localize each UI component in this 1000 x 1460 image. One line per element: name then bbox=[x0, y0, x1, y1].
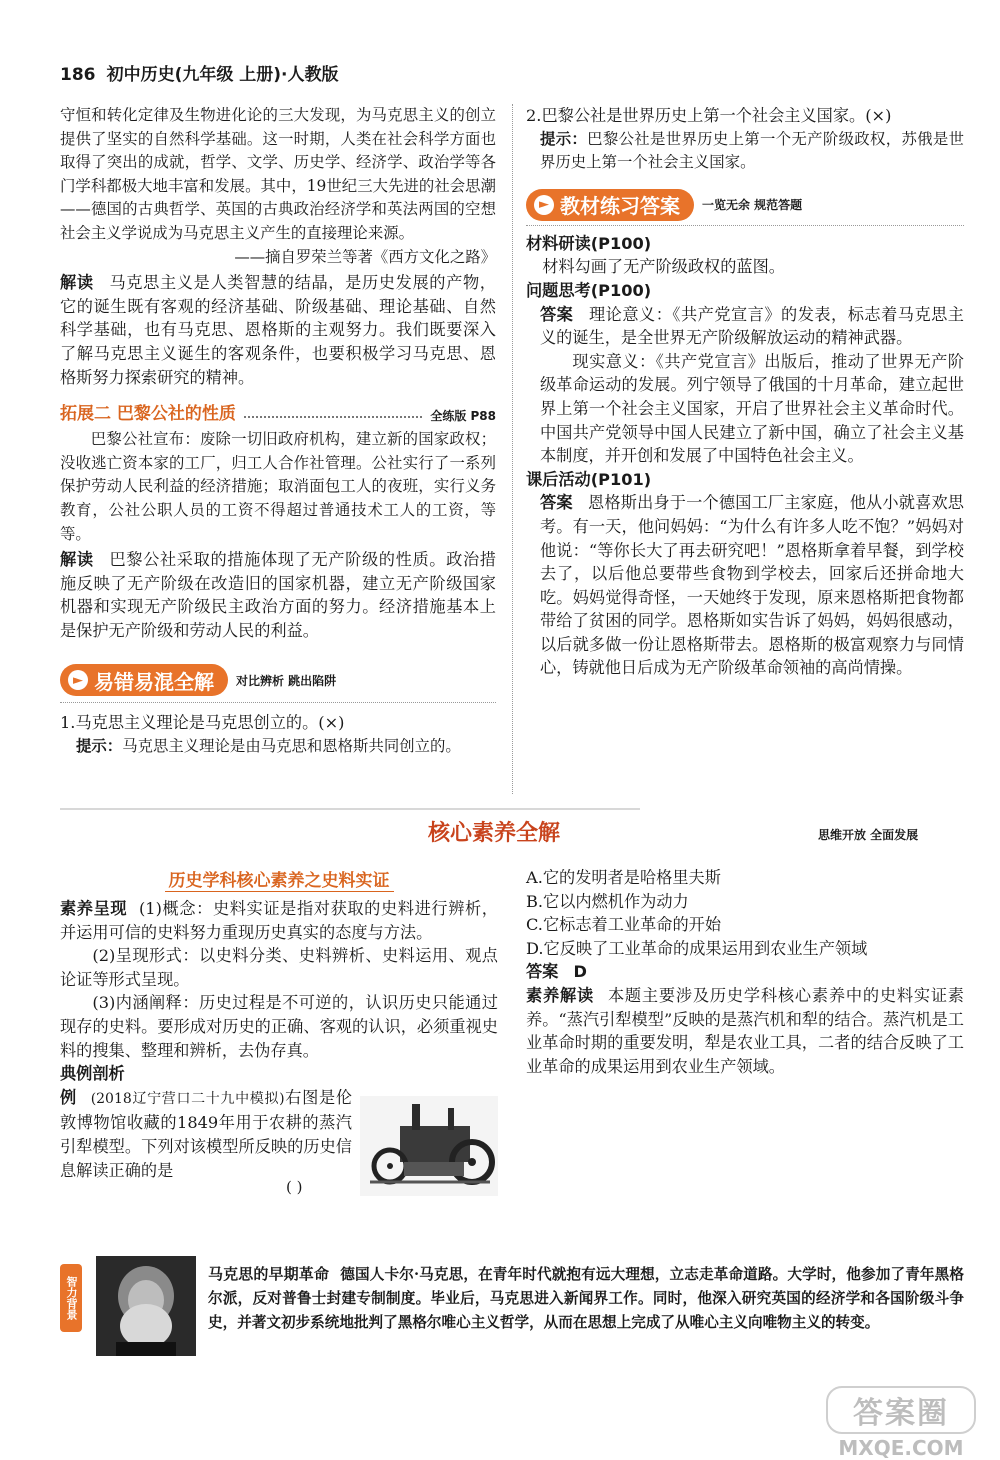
extension-2-text: 巴黎公社宣布：废除一切旧政府机构，建立新的国家政权；没收逃亡资本家的工厂，归工人合作社管理。公社实行了一系列保护劳动人民利益的经济措施；取消面包工人的夜班，实行义务教育，公社公职人员的工资不得超过普通技术工人的工资，等等。 bbox=[60, 430, 496, 543]
core-header-rule bbox=[60, 808, 640, 810]
section-1-title: 材料研读(P100) bbox=[526, 233, 652, 253]
analysis-1 bbox=[60, 271, 496, 389]
section-2-text-2: 现实意义：《共产党宣言》出版后，推动了世界无产阶级革命运动的发展。列宁领导了俄国的十月革命，建立起世界上第一个社会主义国家，开启了世界社会主义革命时代。中国共产党领导中国人民建立了新中国，确立了社会主义基本制度，并开创和发展了中国特色社会主义。 bbox=[540, 351, 964, 466]
footer-paragraph bbox=[208, 1262, 964, 1335]
extension-2-ref: 全练版 P88 bbox=[430, 409, 496, 424]
literacy-p2: (2)呈现形式：以史料分类、史料辨析、史料运用、观点论证等形式呈现。 bbox=[60, 946, 498, 989]
footer-box bbox=[60, 1256, 966, 1358]
footer-side-tag: 智力背景 bbox=[60, 1264, 82, 1332]
analysis-1-label: 解读 bbox=[60, 273, 94, 293]
explanation bbox=[526, 984, 964, 1078]
question-2-hint-text: 巴黎公社是世界历史上第一个无产阶级政权，苏俄是世界历史上第一个社会主义国家。 bbox=[540, 129, 964, 172]
question-1-hint-text: 马克思主义理论是由马克思和恩格斯共同创立的。 bbox=[122, 737, 461, 756]
explanation-label: 素养解读 bbox=[526, 985, 594, 1005]
core-subtitle: 思维开放 全面发展 bbox=[818, 828, 919, 842]
literacy-presentation bbox=[60, 897, 498, 944]
section-1-text: 材料勾画了无产阶级政权的蓝图。 bbox=[542, 257, 785, 277]
example-heading: 典例剖析 bbox=[60, 1064, 125, 1084]
extension-2-header bbox=[60, 399, 496, 424]
example-label: 例 bbox=[60, 1087, 77, 1107]
analysis-1-text: 马克思主义是人类智慧的结晶，是历史发展的产物，它的诞生既有客观的经济基础、阶级基础、理论基础、自然科学基础，也有马克思、恩格斯的主观努力。我们既要深入了解马克思主义诞生的客观条件，也要积极学习马克思、恩格斯努力探索研究的精神。 bbox=[60, 273, 496, 387]
footer-text: 德国人卡尔·马克思，在青年时代就抱有远大理想，立志走革命道路。大学时，他参加了青年黑格尔派，反对普鲁士封建专制制度。毕业后，马克思进入新闻界工作。同时，他深入研究英国的经济学和各国阶级斗争史，并著文初步系统地批判了黑格尔唯心主义哲学，从而在思想上完成了从唯心主义向唯物主义的转变。 bbox=[208, 1266, 964, 1331]
page-number: 186 bbox=[60, 65, 96, 85]
dotted-leader bbox=[244, 416, 422, 418]
analysis-2-text: 巴黎公社采取的措施体现了无产阶级的性质。政治措施反映了无产阶级在改造旧的国家机器，建立无产阶级国家机器和实现无产阶级民主政治方面的努力。经济措施基本上是保护无产阶级和劳动人民的利益。 bbox=[60, 550, 496, 640]
answer-banner-pill bbox=[526, 189, 694, 221]
literacy-p3: (3)内涵阐释：历史过程是不可逆的，认识历史只能通过现存的史料。要形成对历史的正确、客观的认识，必须重视史料的搜集、整理和辨析，去伪存真。 bbox=[60, 993, 498, 1060]
section-2-title: 问题思考(P100) bbox=[526, 280, 652, 300]
mistake-banner-pill bbox=[60, 664, 228, 696]
answer-banner bbox=[526, 189, 964, 226]
intro-paragraph: 守恒和转化定律及生物进化论的三大发现，为马克思主义的创立提供了坚实的自然科学基础。这一时期，人类在社会科学方面也取得了突出的成就，哲学、文学、历史学、经济学、政治学等各门学科都极大地丰富和发展。其中，19世纪三大先进的社会思潮——德国的古典哲学、英国的古典政治经济学和英法两国的空想社会主义学说成为马克思主义产生的直接理论来源。 bbox=[60, 106, 496, 242]
option-c: C.它标志着工业革命的开始 bbox=[526, 915, 722, 935]
question-2-hint-label: 提示： bbox=[540, 129, 588, 148]
section-2-text-1: 理论意义：《共产党宣言》的发表，标志着马克思主义的诞生，是全世界无产阶级解放运动的精神武器。 bbox=[540, 304, 964, 348]
answer-banner-title: 教材练习答案 bbox=[560, 194, 680, 219]
option-d: D.它反映了工业革命的成果运用到农业生产领域 bbox=[526, 938, 868, 958]
page-header bbox=[60, 60, 339, 85]
column-divider bbox=[512, 104, 513, 794]
core-right-column bbox=[526, 866, 964, 1078]
example-block bbox=[60, 1086, 498, 1198]
option-b: B.它以内燃机作为动力 bbox=[526, 891, 689, 911]
question-1-hint-label: 提示： bbox=[76, 737, 123, 756]
core-left-column bbox=[60, 866, 498, 1198]
example-text bbox=[60, 1086, 352, 1182]
question-2: 2.巴黎公社是世界历史上第一个社会主义国家。(×) bbox=[526, 106, 892, 125]
option-a: A.它的发明者是哈格里夫斯 bbox=[526, 868, 721, 887]
core-section-title-wrap bbox=[60, 866, 498, 891]
answer-parentheses: ( ) bbox=[286, 1177, 303, 1196]
example-source: (2018辽宁营口二十九中模拟) bbox=[90, 1090, 285, 1107]
analysis-2 bbox=[60, 548, 496, 642]
answer-value: D bbox=[573, 962, 587, 982]
mistake-banner-title: 易错易混全解 bbox=[94, 669, 214, 694]
core-title: 核心素养全解 bbox=[428, 821, 561, 846]
left-column bbox=[60, 104, 496, 759]
example-question: 右图是伦敦博物馆收藏的1849年用于农耕的蒸汽引犁模型。下列对该模型所反映的历史信息解读正确的是 bbox=[60, 1087, 353, 1180]
mistake-banner bbox=[60, 664, 496, 703]
answer-line bbox=[526, 960, 964, 984]
analysis-2-label: 解读 bbox=[60, 550, 94, 570]
watermark bbox=[826, 1386, 976, 1460]
section-2-answer-label: 答案 bbox=[540, 304, 574, 324]
megaphone-icon: ► bbox=[534, 195, 554, 215]
literacy-p1: (1)概念：史料实证是指对获取的史料进行辨析，并运用可信的史料努力重现历史真实的态度与方法。 bbox=[60, 899, 498, 942]
explanation-text: 本题主要涉及历史学科核心素养中的史料实证素养。“蒸汽引犁模型”反映的是蒸汽机和犁的结合。蒸汽机是工业革命时期的重要发明，犁是农业工具，二者的结合反映了工业革命的成果运用到农业生产领域。 bbox=[526, 985, 964, 1076]
right-column bbox=[526, 104, 964, 680]
watermark-text-2: MXQE.COM bbox=[838, 1436, 964, 1460]
source-citation: ——摘自罗荣兰等著《西方文化之路》 bbox=[234, 247, 496, 266]
extension-2-title: 拓展二 巴黎公社的性质 bbox=[60, 404, 236, 425]
marx-portrait-image bbox=[96, 1256, 196, 1356]
megaphone-icon: ► bbox=[68, 670, 88, 690]
book-title: 初中历史(九年级 上册)·人教版 bbox=[106, 65, 339, 85]
core-section-title: 历史学科核心素养之史料实证 bbox=[165, 871, 394, 892]
answer-banner-sub: 一览无余 规范答题 bbox=[702, 198, 803, 213]
literacy-label: 素养呈现 bbox=[60, 899, 128, 918]
watermark-text-1: 答案圈 bbox=[826, 1386, 976, 1434]
question-2-hint bbox=[526, 128, 964, 175]
question-1: 1.马克思主义理论是马克思创立的。(×) bbox=[60, 713, 345, 733]
section-3-answer-label: 答案 bbox=[540, 493, 573, 513]
question-1-hint bbox=[60, 735, 496, 759]
steam-plough-image bbox=[360, 1096, 498, 1196]
answer-label: 答案 bbox=[526, 962, 559, 982]
section-2-answer bbox=[526, 303, 964, 350]
footer-title: 马克思的早期革命 bbox=[208, 1265, 330, 1283]
section-3-answer bbox=[526, 491, 964, 680]
section-3-text: 恩格斯出身于一个德国工厂主家庭，他从小就喜欢思考。有一天，他问妈妈：“为什么有许多人吃不饱？”妈妈对他说：“等你长大了再去研究吧！”恩格斯拿着早餐，到学校去了，以后他总要带些食物到学校去，回家后还拼命地大吃。妈妈觉得奇怪，一天她终于发现，原来恩格斯把食物都带给了贫困的同学。恩格斯如实告诉了妈妈，妈妈很感动，以后就多做一份让恩格斯带去。恩格斯的极富观察力与同情心，铸就他日后成为无产阶级革命领袖的高尚情操。 bbox=[540, 493, 964, 678]
mistake-banner-sub: 对比辨析 跳出陷阱 bbox=[236, 673, 337, 688]
section-3-title: 课后活动(P101) bbox=[526, 469, 652, 489]
